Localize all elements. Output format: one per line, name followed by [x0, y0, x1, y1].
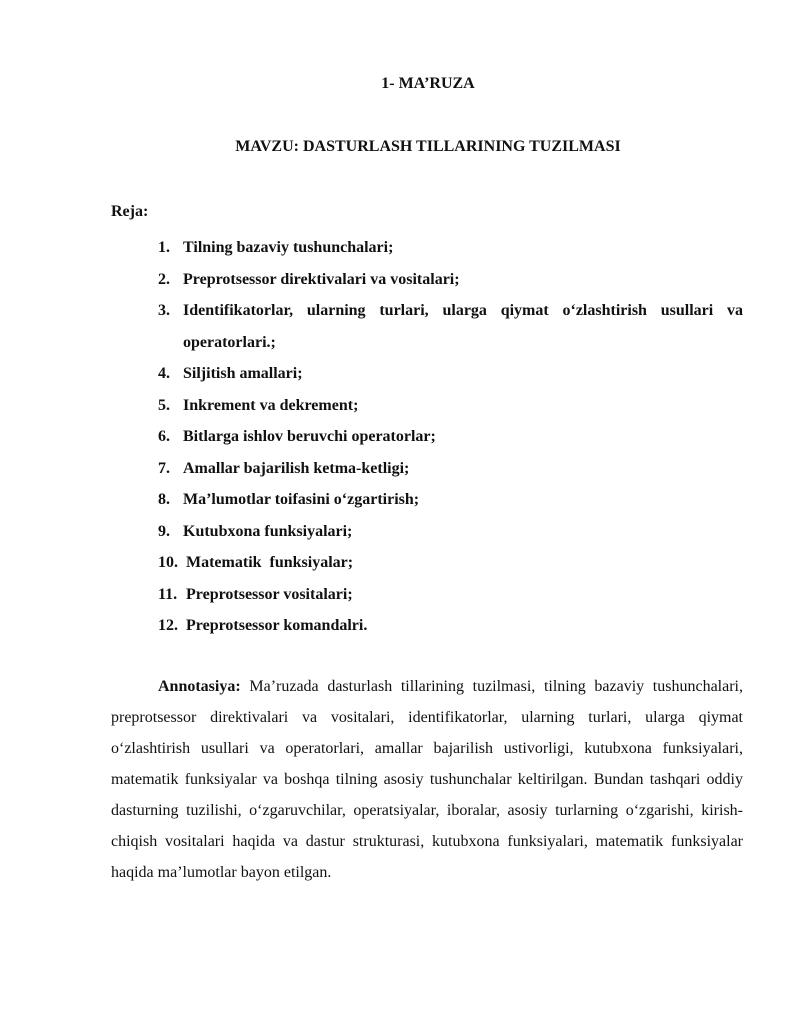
plan-item-number: 7.: [158, 459, 170, 477]
plan-list: [158, 232, 743, 642]
plan-item: [158, 421, 743, 453]
plan-item-text: Preprotsessor komandalri.: [186, 617, 368, 634]
plan-item: [158, 579, 743, 611]
plan-item: [158, 264, 743, 296]
plan-item: [158, 453, 743, 485]
plan-item-text: Siljitish amallari;: [183, 365, 303, 382]
plan-item-number: 1.: [158, 239, 170, 256]
plan-item-text: Amallar bajarilish ketma-ketligi;: [183, 459, 410, 477]
plan-item: [158, 516, 743, 548]
plan-item-text: Ma’lumotlar toifasini o‘zgartirish;: [183, 491, 420, 508]
annotation-text: Ma’ruzada dasturlash tillarining tuzilmasi, tilning bazaviy tushunchalari, preprotsessor direktivalari va vositalari, identifikatorlar, ularning turlari, ularga qiymat o‘zlashtirish usullari va operatorlari, amallar bajarilish ustivorligi, kutubxona funksiyalari, matematik funksiyalar va boshqa tilning asosiy tushunchalar keltirilgan. Bundan tashqari oddiy dasturning tuzilishi, o‘zgaruvchilar, operatsiyalar, iboralar, asosiy turlarning o‘zgarishi, kirish-chiqish vositalari haqida va dastur strukturasi, kutubxona funksiyalari, matematik funksiyalar haqida ma’lumotlar bayon etilgan.: [111, 678, 743, 881]
plan-item: [158, 484, 743, 516]
plan-item-text: Tilning bazaviy tushunchalari;: [183, 239, 394, 256]
annotation-paragraph: [111, 671, 743, 888]
plan-item-number: 6.: [158, 428, 170, 445]
plan-item-text: Kutubxona funksiyalari;: [183, 522, 353, 540]
plan-item-number: 4.: [158, 365, 170, 382]
annotation-label: Annotasiya:: [158, 678, 241, 695]
plan-item: [158, 232, 743, 264]
plan-item-number: 5.: [158, 396, 170, 414]
plan-item: [158, 295, 743, 358]
plan-item: [158, 358, 743, 390]
plan-item-number: 2.: [158, 270, 170, 288]
plan-item-number: 11.: [158, 585, 178, 603]
plan-item-number: 12.: [158, 617, 178, 634]
plan-item-text: Preprotsessor direktivalari va vositalari;: [183, 270, 460, 288]
plan-item: [158, 547, 743, 579]
plan-item-text: Identifikatorlar, ularning turlari, ularga qiymat o‘zlashtirish usullari va operatorlari.;: [183, 302, 743, 351]
plan-item-number: 9.: [158, 522, 170, 540]
plan-item: [158, 390, 743, 422]
lecture-number: 1- MA’RUZA: [381, 75, 475, 92]
plan-item: [158, 610, 743, 642]
plan-item-text: Matematik funksiyalar;: [186, 554, 354, 571]
plan-item-text: Bitlarga ishlov beruvchi operatorlar;: [183, 428, 436, 445]
plan-item-text: Inkrement va dekrement;: [183, 396, 359, 414]
plan-item-text: Preprotsessor vositalari;: [186, 585, 353, 603]
plan-item-number: 3.: [158, 302, 170, 319]
topic-title: MAVZU: DASTURLASH TILLARINING TUZILMASI: [235, 138, 621, 155]
plan-item-number: 8.: [158, 491, 170, 508]
plan-heading: Reja:: [111, 203, 149, 220]
plan-item-number: 10.: [158, 554, 178, 571]
